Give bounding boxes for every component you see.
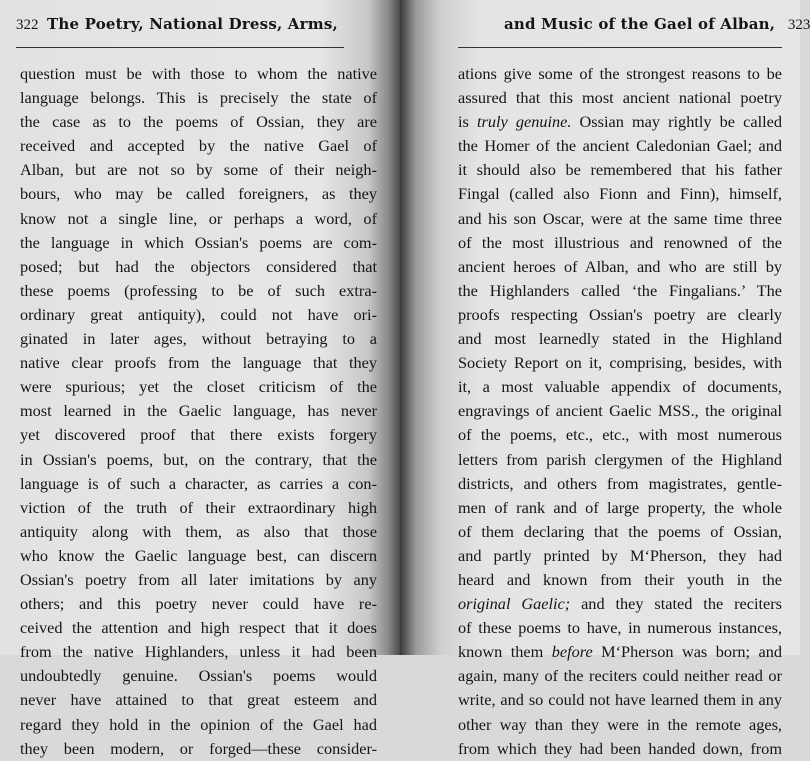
text-line: most learned in the Gaelic language, has never	[20, 401, 377, 421]
text-line	[458, 472, 782, 496]
text-line	[458, 231, 782, 255]
text-segment: known them	[458, 642, 552, 662]
text-line: who know the Gaelic language best, can discern	[20, 545, 377, 565]
italic-text: before	[551, 642, 593, 662]
text-line	[458, 544, 782, 568]
text-line: others; and this poetry never could have re-	[20, 594, 377, 614]
text-line: native clear proofs from the language that they	[20, 353, 377, 373]
text-line	[458, 713, 782, 737]
text-line: in Ossian's poems, but, on the contrary, that the	[20, 449, 377, 469]
text-line: these poems (professing to be of such extra-	[20, 280, 377, 300]
text-segment: proofs respecting Ossian's poetry are clearly	[458, 304, 782, 324]
text-segment: write, and so could not have learned them in any	[458, 690, 782, 710]
text-line: language belongs. This is precisely the state of	[20, 88, 377, 108]
text-segment: engravings of ancient Gaelic MSS., the original	[458, 401, 782, 421]
text-line: from the native Highlanders, unless it had been	[20, 642, 377, 662]
page-number: 322	[16, 17, 39, 33]
left-running-head	[16, 14, 338, 34]
text-line	[458, 134, 782, 158]
text-line	[458, 327, 782, 351]
text-line	[458, 520, 782, 544]
text-segment: letters from parish clergymen of the Highland	[458, 449, 782, 469]
text-line	[458, 640, 782, 664]
header-rule	[16, 47, 344, 48]
text-line	[458, 207, 782, 231]
right-running-head	[504, 14, 810, 34]
text-segment: and they stated the reciters	[570, 594, 782, 614]
text-segment: Ossian may rightly be called	[571, 112, 782, 132]
text-line	[458, 616, 782, 640]
text-segment: and his son Oscar, were at the same time three	[458, 208, 782, 228]
left-page	[0, 0, 400, 758]
text-segment: it, a most valuable appendix of documents,	[458, 377, 782, 397]
text-line: never have attained to that great esteem and	[20, 690, 377, 710]
text-line: were spurious; yet the closet criticism of the	[20, 377, 377, 397]
text-line	[458, 110, 782, 134]
text-segment: ations give some of the strongest reasons to be	[458, 64, 782, 83]
text-line: Alban, but are not so by some of their neigh-	[20, 160, 377, 180]
text-segment: Fingal (called also Fionn and Finn), himself,	[458, 184, 782, 204]
text-segment: of the poems, etc., etc., with most numerous	[458, 425, 782, 445]
running-head-title: and Music of the Gael of Alban,	[504, 15, 776, 33]
text-line	[458, 592, 782, 616]
running-head-title: The Poetry, National Dress, Arms,	[47, 15, 338, 33]
text-segment: the Highlanders called ‘the Fingalians.’ The	[458, 280, 782, 300]
text-line	[458, 303, 782, 327]
text-segment: of them declaring that the poems of Ossian,	[458, 521, 782, 541]
text-line: Ossian's poetry from all later imitations by any	[20, 569, 377, 589]
text-line: language is of such a character, as carries a con-	[20, 473, 377, 493]
text-line: regard they hold in the opinion of the Gael had	[20, 714, 377, 734]
text-segment: assured that this most ancient national poetry	[458, 88, 782, 108]
text-line	[458, 664, 782, 688]
italic-text: truly genuine.	[476, 112, 572, 132]
text-segment: Society Report on it, comprising, besides, with	[458, 353, 782, 373]
text-line	[458, 182, 782, 206]
text-segment: is	[458, 112, 477, 132]
text-line: question must be with those to whom the native	[20, 64, 377, 83]
text-line: yet discovered proof that there exists forgery	[20, 425, 377, 445]
text-line: ginated in later ages, without betraying to a	[20, 329, 377, 349]
text-segment: M‘Pherson was born; and	[592, 642, 782, 662]
text-segment: ancient heroes of Alban, and who are still by	[458, 256, 782, 276]
text-line: posed; but had the objectors considered that	[20, 256, 377, 276]
text-line: the language in which Ossian's poems are com-	[20, 232, 377, 252]
text-segment: and most learnedly stated in the Highland	[458, 329, 782, 349]
text-line	[458, 375, 782, 399]
text-line: the case as to the poems of Ossian, they are	[20, 112, 377, 132]
text-segment: from which they had been handed down, from	[458, 738, 782, 758]
text-line: know not a single line, or perhaps a word, of	[20, 208, 377, 228]
text-segment: the Homer of the ancient Caledonian Gael; and	[458, 136, 782, 156]
text-line	[458, 688, 782, 712]
text-line: undoubtedly genuine. Ossian's poems would	[20, 666, 377, 686]
text-line	[458, 255, 782, 279]
text-segment: of these poems to have, in numerous instances,	[458, 618, 782, 638]
left-text-column	[20, 62, 377, 761]
text-segment: men of rank and of large property, the whole	[458, 497, 782, 517]
text-line	[458, 737, 782, 761]
italic-text: original Gaelic;	[458, 594, 571, 614]
text-line	[458, 423, 782, 447]
text-line	[458, 448, 782, 472]
text-segment: districts, and others from magistrates, gentle-	[458, 473, 782, 493]
text-line	[458, 62, 782, 86]
text-line	[458, 158, 782, 182]
text-segment: of the most illustrious and renowned of the	[458, 232, 782, 252]
text-line: ceived the attention and high respect that it does	[20, 618, 377, 638]
text-line	[458, 86, 782, 110]
text-segment: other way than they were in the remote ages,	[458, 714, 782, 734]
text-segment: it should also be remembered that his father	[458, 160, 782, 180]
text-line: received and accepted by the native Gael of	[20, 136, 377, 156]
right-text-column	[458, 62, 782, 761]
text-line	[458, 351, 782, 375]
text-segment: again, many of the reciters could neither read or	[458, 666, 782, 686]
page-number: 323	[787, 17, 810, 33]
text-segment: heard and known from their youth in the	[458, 569, 782, 589]
text-line: bours, who may be called foreigners, as they	[20, 184, 377, 204]
text-line	[458, 496, 782, 520]
text-line	[458, 279, 782, 303]
text-line: ordinary great antiquity), could not have ori-	[20, 304, 377, 324]
text-line: antiquity along with them, as also that those	[20, 521, 377, 541]
right-page	[400, 0, 810, 758]
text-line	[458, 399, 782, 423]
text-line: viction of the truth of their extraordinary high	[20, 497, 377, 517]
text-line: they been modern, or forged—these consider-	[20, 738, 377, 758]
text-segment: and partly printed by M‘Pherson, they had	[458, 545, 782, 565]
text-line	[458, 568, 782, 592]
header-rule	[458, 47, 782, 48]
